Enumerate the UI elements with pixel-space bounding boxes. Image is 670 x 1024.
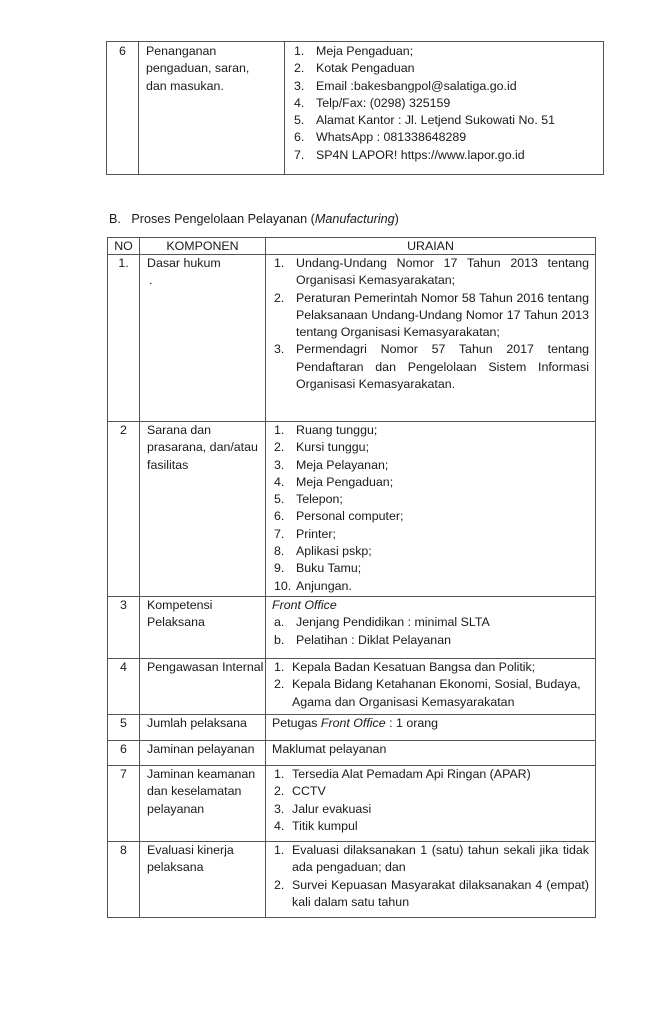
list-item (272, 614, 589, 631)
component-cell (139, 42, 285, 175)
phone-text: Telp/Fax: (0298) 325159 (316, 95, 451, 110)
section-title-text: Proses Pengelolaan Pelayanan ( (131, 212, 315, 226)
list-item (272, 508, 589, 525)
header-uraian: URAIAN (266, 238, 596, 255)
list-item (272, 491, 589, 508)
component-cell: Jaminan keamanan dan keselamatan pelayanan (140, 766, 266, 842)
list-item (272, 290, 589, 342)
list-letter: b. (274, 632, 285, 647)
list-item (272, 422, 589, 439)
table-row (108, 766, 596, 842)
list-item (272, 842, 589, 877)
description-cell: Maklumat pelayanan (266, 741, 596, 766)
list-number: 5. (274, 492, 285, 507)
table-row (108, 597, 596, 659)
list-item (272, 474, 589, 491)
list-letter: a. (274, 615, 285, 630)
component-cell: Jaminan pelayanan (140, 741, 266, 766)
list-item (272, 341, 589, 393)
description-prefix: Petugas (272, 716, 321, 730)
list-number: 3. (274, 342, 285, 357)
description-cell (266, 715, 596, 741)
list-number: 7. (294, 147, 305, 162)
list-number: 1. (274, 660, 285, 674)
list-item (272, 526, 589, 543)
row-number: 8 (108, 842, 140, 918)
description-list (272, 766, 589, 835)
description-italic: Front Office (320, 716, 386, 730)
list-text: Buku Tamu; (296, 561, 362, 576)
list-text: Titik kumpul (292, 818, 358, 833)
list-item (272, 255, 589, 290)
list-item (272, 676, 589, 711)
description-list (272, 614, 589, 649)
list-text: Evaluasi dilaksanakan 1 (satu) tahun sekali jika tidak ada pengaduan; dan (292, 843, 589, 875)
list-item (292, 129, 597, 146)
list-number: 9. (274, 561, 285, 576)
list-text: Anjungan. (296, 578, 352, 593)
description-heading: Front Office (272, 598, 337, 612)
list-item (272, 783, 589, 800)
list-text: Kepala Bidang Ketahanan Ekonomi, Sosial, Budaya, Agama dan Organisasi Kemasyarakatan (292, 677, 581, 709)
list-item (272, 818, 589, 835)
list-item (292, 78, 597, 95)
list-text: Jalur evakuasi (292, 801, 372, 816)
list-number: 2. (274, 784, 285, 799)
list-text: Survei Kepuasan Masyarakat dilaksanakan 4 (empat) kali dalam satu tahun (292, 877, 589, 909)
table-row (108, 255, 596, 422)
list-number: 2. (274, 290, 285, 305)
row-number: 1. (108, 255, 140, 422)
list-number: 6. (274, 509, 285, 524)
description-cell (266, 597, 596, 659)
list-item (292, 147, 597, 164)
complaint-handling-table (106, 41, 604, 175)
whatsapp-text: WhatsApp : 081338648289 (316, 130, 467, 145)
description-cell (266, 422, 596, 597)
description-list (272, 255, 589, 393)
row-number: 2 (108, 422, 140, 597)
component-line: Penanganan (146, 44, 217, 58)
component-line: pengaduan, saran, (146, 61, 250, 76)
description-suffix: : 1 orang (385, 716, 439, 730)
manufacturing-process-table (107, 237, 596, 918)
list-text: Undang-Undang Nomor 17 Tahun 2013 tentang Organisasi Kemasyarakatan; (296, 256, 589, 288)
list-item (272, 439, 589, 456)
list-item (292, 60, 597, 77)
table-row (107, 42, 604, 175)
list-text: Kotak Pengaduan (316, 61, 415, 76)
list-number: 3. (274, 801, 285, 816)
list-text: CCTV (292, 784, 326, 799)
list-text: Peraturan Pemerintah Nomor 58 Tahun 2016 tentang Pelaksanaan Undang-Undang Nomor 17 Tahun 2013 tentang Organisasi Kemasyarakatan; (296, 290, 589, 340)
section-title-suffix: ) (394, 212, 399, 226)
list-item (272, 877, 589, 912)
row-number: 5 (108, 715, 140, 741)
list-number: 4. (294, 95, 305, 110)
list-number: 2. (274, 877, 285, 892)
section-title-italic: Manufacturing (314, 212, 395, 226)
header-no: NO (108, 238, 140, 255)
list-item (292, 112, 597, 129)
list-text: Meja Pengaduan; (296, 474, 394, 489)
list-number: 2. (274, 440, 285, 455)
list-number: 2. (294, 61, 305, 76)
list-number: 6. (294, 130, 305, 145)
list-item (272, 801, 589, 818)
list-text: Permendagri Nomor 57 Tahun 2017 tentang Pendaftaran dan Pengelolaan Sistem Informasi Organisasi Kemasyarakatan. (296, 342, 589, 392)
list-text: Jenjang Pendidikan : minimal SLTA (296, 615, 490, 630)
list-text: Kepala Badan Kesatuan Bangsa dan Politik; (292, 660, 536, 674)
list-item (272, 632, 589, 649)
list-number: 1. (274, 256, 285, 270)
description-cell (266, 659, 596, 715)
list-text: Pelatihan : Diklat Pelayanan (296, 632, 451, 647)
list-item (272, 659, 589, 676)
section-b-title (109, 212, 399, 226)
table-row (108, 659, 596, 715)
list-item (272, 457, 589, 474)
component-line: dan masukan. (146, 78, 224, 93)
component-cell: Evaluasi kinerja pelaksana (140, 842, 266, 918)
list-text: Telepon; (296, 492, 343, 507)
list-number: 5. (294, 113, 305, 128)
list-text: Ruang tunggu; (296, 423, 378, 437)
list-number: 4. (274, 818, 285, 833)
table-header-row (108, 238, 596, 255)
description-cell (266, 842, 596, 918)
table-row (108, 715, 596, 741)
list-number: 1. (274, 767, 285, 781)
list-number: 4. (274, 474, 285, 489)
component-cell: Pengawasan Internal (140, 659, 266, 715)
list-number: 2. (274, 677, 285, 692)
lapor-link-text: SP4N LAPOR! https://www.lapor.go.id (316, 147, 525, 162)
stray-dot: . (149, 273, 153, 288)
description-list (272, 422, 589, 595)
list-text: Tersedia Alat Pemadam Api Ringan (APAR) (292, 767, 531, 781)
row-number: 6 (108, 741, 140, 766)
list-text: Aplikasi pskp; (296, 544, 372, 559)
description-list (272, 659, 589, 711)
list-text: Meja Pengaduan; (316, 44, 414, 58)
description-cell (285, 42, 604, 175)
list-item (272, 543, 589, 560)
description-cell (266, 766, 596, 842)
component-text: Dasar hukum (147, 256, 221, 270)
description-cell (266, 255, 596, 422)
address-text: Alamat Kantor : Jl. Letjend Sukowati No. 51 (316, 113, 555, 128)
list-text: Personal computer; (296, 509, 404, 524)
list-number: 1. (274, 423, 285, 437)
row-number: 3 (108, 597, 140, 659)
row-number: 7 (108, 766, 140, 842)
list-item (272, 766, 589, 783)
table-row (108, 842, 596, 918)
description-list (292, 43, 597, 164)
row-number: 4 (108, 659, 140, 715)
email-text: Email :bakesbangpol@salatiga.go.id (316, 78, 517, 93)
list-number: 7. (274, 526, 285, 541)
list-number: 1. (294, 44, 305, 58)
row-number: 6 (107, 42, 139, 175)
list-text: Meja Pelayanan; (296, 457, 389, 472)
component-cell: Jumlah pelaksana (140, 715, 266, 741)
component-cell: Kompetensi Pelaksana (140, 597, 266, 659)
description-list (272, 842, 589, 911)
list-number: 3. (294, 78, 305, 93)
list-number: 3. (274, 457, 285, 472)
section-prefix: B. (109, 212, 121, 226)
table-row (108, 422, 596, 597)
list-number: 8. (274, 544, 285, 559)
component-cell: Sarana dan prasarana, dan/atau fasilitas (140, 422, 266, 597)
list-item (272, 560, 589, 577)
list-number: 10. (274, 578, 292, 593)
list-text: Kursi tunggu; (296, 440, 370, 455)
component-cell (140, 255, 266, 422)
list-item (292, 43, 597, 60)
table-row (108, 741, 596, 766)
header-komponen: KOMPONEN (140, 238, 266, 255)
list-text: Printer; (296, 526, 336, 541)
list-item (272, 578, 589, 595)
list-item (292, 95, 597, 112)
list-number: 1. (274, 843, 285, 857)
